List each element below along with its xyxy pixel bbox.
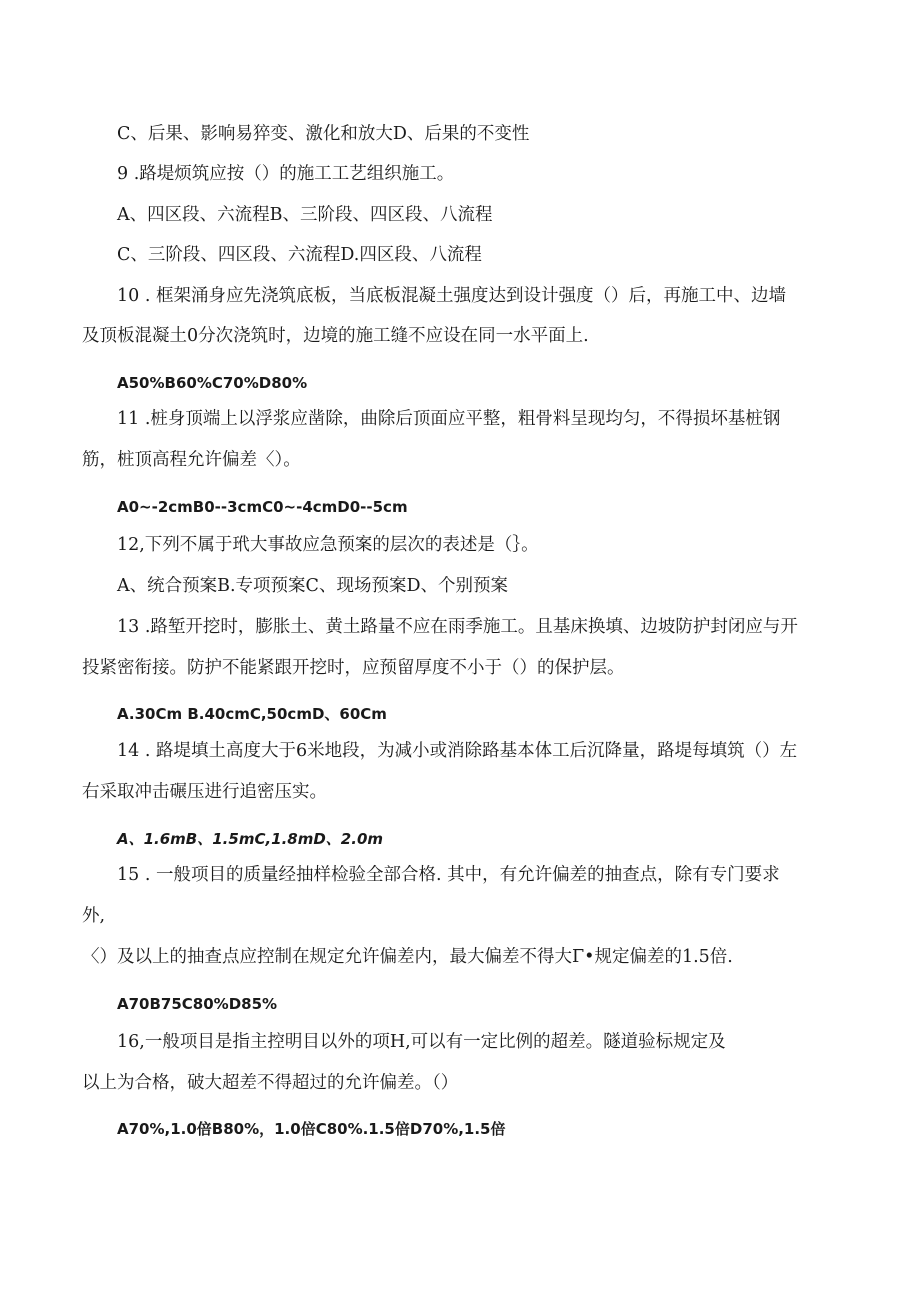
question-9: 9 .路堤烦筑应按（）的施工工艺组织施工。 xyxy=(117,164,455,184)
question-13-line-2: 投紧密衔接。防护不能紧跟开挖时，应预留厚度不小于（）的保护层。 xyxy=(82,658,625,678)
question-12: 12,下列不属于玳大事故应急预案的层次的表述是（｝。 xyxy=(117,535,539,555)
options-12: A、统合预案B.专项预案C、现场预案D、个别预案 xyxy=(117,576,508,596)
question-10-line-1: 10 . 框架涌身应先浇筑底板，当底板混凝土强度达到设计强度（）后，再施工中、边墙 xyxy=(117,286,786,306)
question-13-line-1: 13 .路堑开挖时，膨胀土、黄土路量不应在雨季施工。且基床换填、边坡防护封闭应与开 xyxy=(117,617,798,637)
question-16-line-2: 以上为合格，破大超差不得超过的允许偏差。（） xyxy=(82,1073,459,1093)
question-11-line-2: 筋，桩顶高程允许偏差〈）。 xyxy=(82,450,301,470)
question-16-line-1: 16,一般项目是指主控明目以外的项H,可以有一定比例的超差。隧道验标规定及 xyxy=(117,1032,726,1052)
question-10-line-2: 及顶板混凝土0分次浇筑时，边境的施工缝不应设在同一水平面上. xyxy=(82,326,589,346)
question-15-line-3: 〈）及以上的抽查点应控制在规定允许偏差内，最大偏差不得大Γ•规定偏差的1.5倍. xyxy=(82,947,733,967)
options-15: A70B75C80%D85% xyxy=(117,995,278,1013)
option-line-9cd: C、三阶段、四区段、六流程D.四区段、八流程 xyxy=(117,245,482,265)
question-15-line-2: 外, xyxy=(82,906,106,926)
options-16: A70%,1.0倍B80%，1.0倍C80%.1.5倍D70%,1.5倍 xyxy=(117,1120,506,1138)
option-line-8cd: C、后果、影响易猝变、激化和放大D、后果的不变性 xyxy=(117,124,530,144)
question-14-line-2: 右采取冲击碾压进行追密压实。 xyxy=(82,782,327,802)
question-11-line-1: 11 .桩身顶端上以浮浆应凿除，曲除后顶面应平整，粗骨料呈现均匀，不得损坏基桩钢 xyxy=(117,409,781,429)
options-10: A50%B60%C70%D80% xyxy=(117,374,308,392)
options-13: A.30Cm B.40cmC,50cmD、60Cm xyxy=(117,705,387,723)
options-11: A0~-2cmB0--3cmC0~-4cmD0--5cm xyxy=(117,498,408,516)
question-14-line-1: 14 . 路堤填土高度大于6米地段，为减小或消除路基本体工后沉降量，路堤每填筑（）左 xyxy=(117,741,798,761)
option-line-9ab: A、四区段、六流程B、三阶段、四区段、八流程 xyxy=(117,205,493,225)
question-15-line-1: 15 . 一般项目的质量经抽样检验全部合格. 其中，有允许偏差的抽查点，除有专门要求 xyxy=(117,865,780,885)
options-14: A、1.6mB、1.5mC,1.8mD、2.0m xyxy=(117,830,384,848)
